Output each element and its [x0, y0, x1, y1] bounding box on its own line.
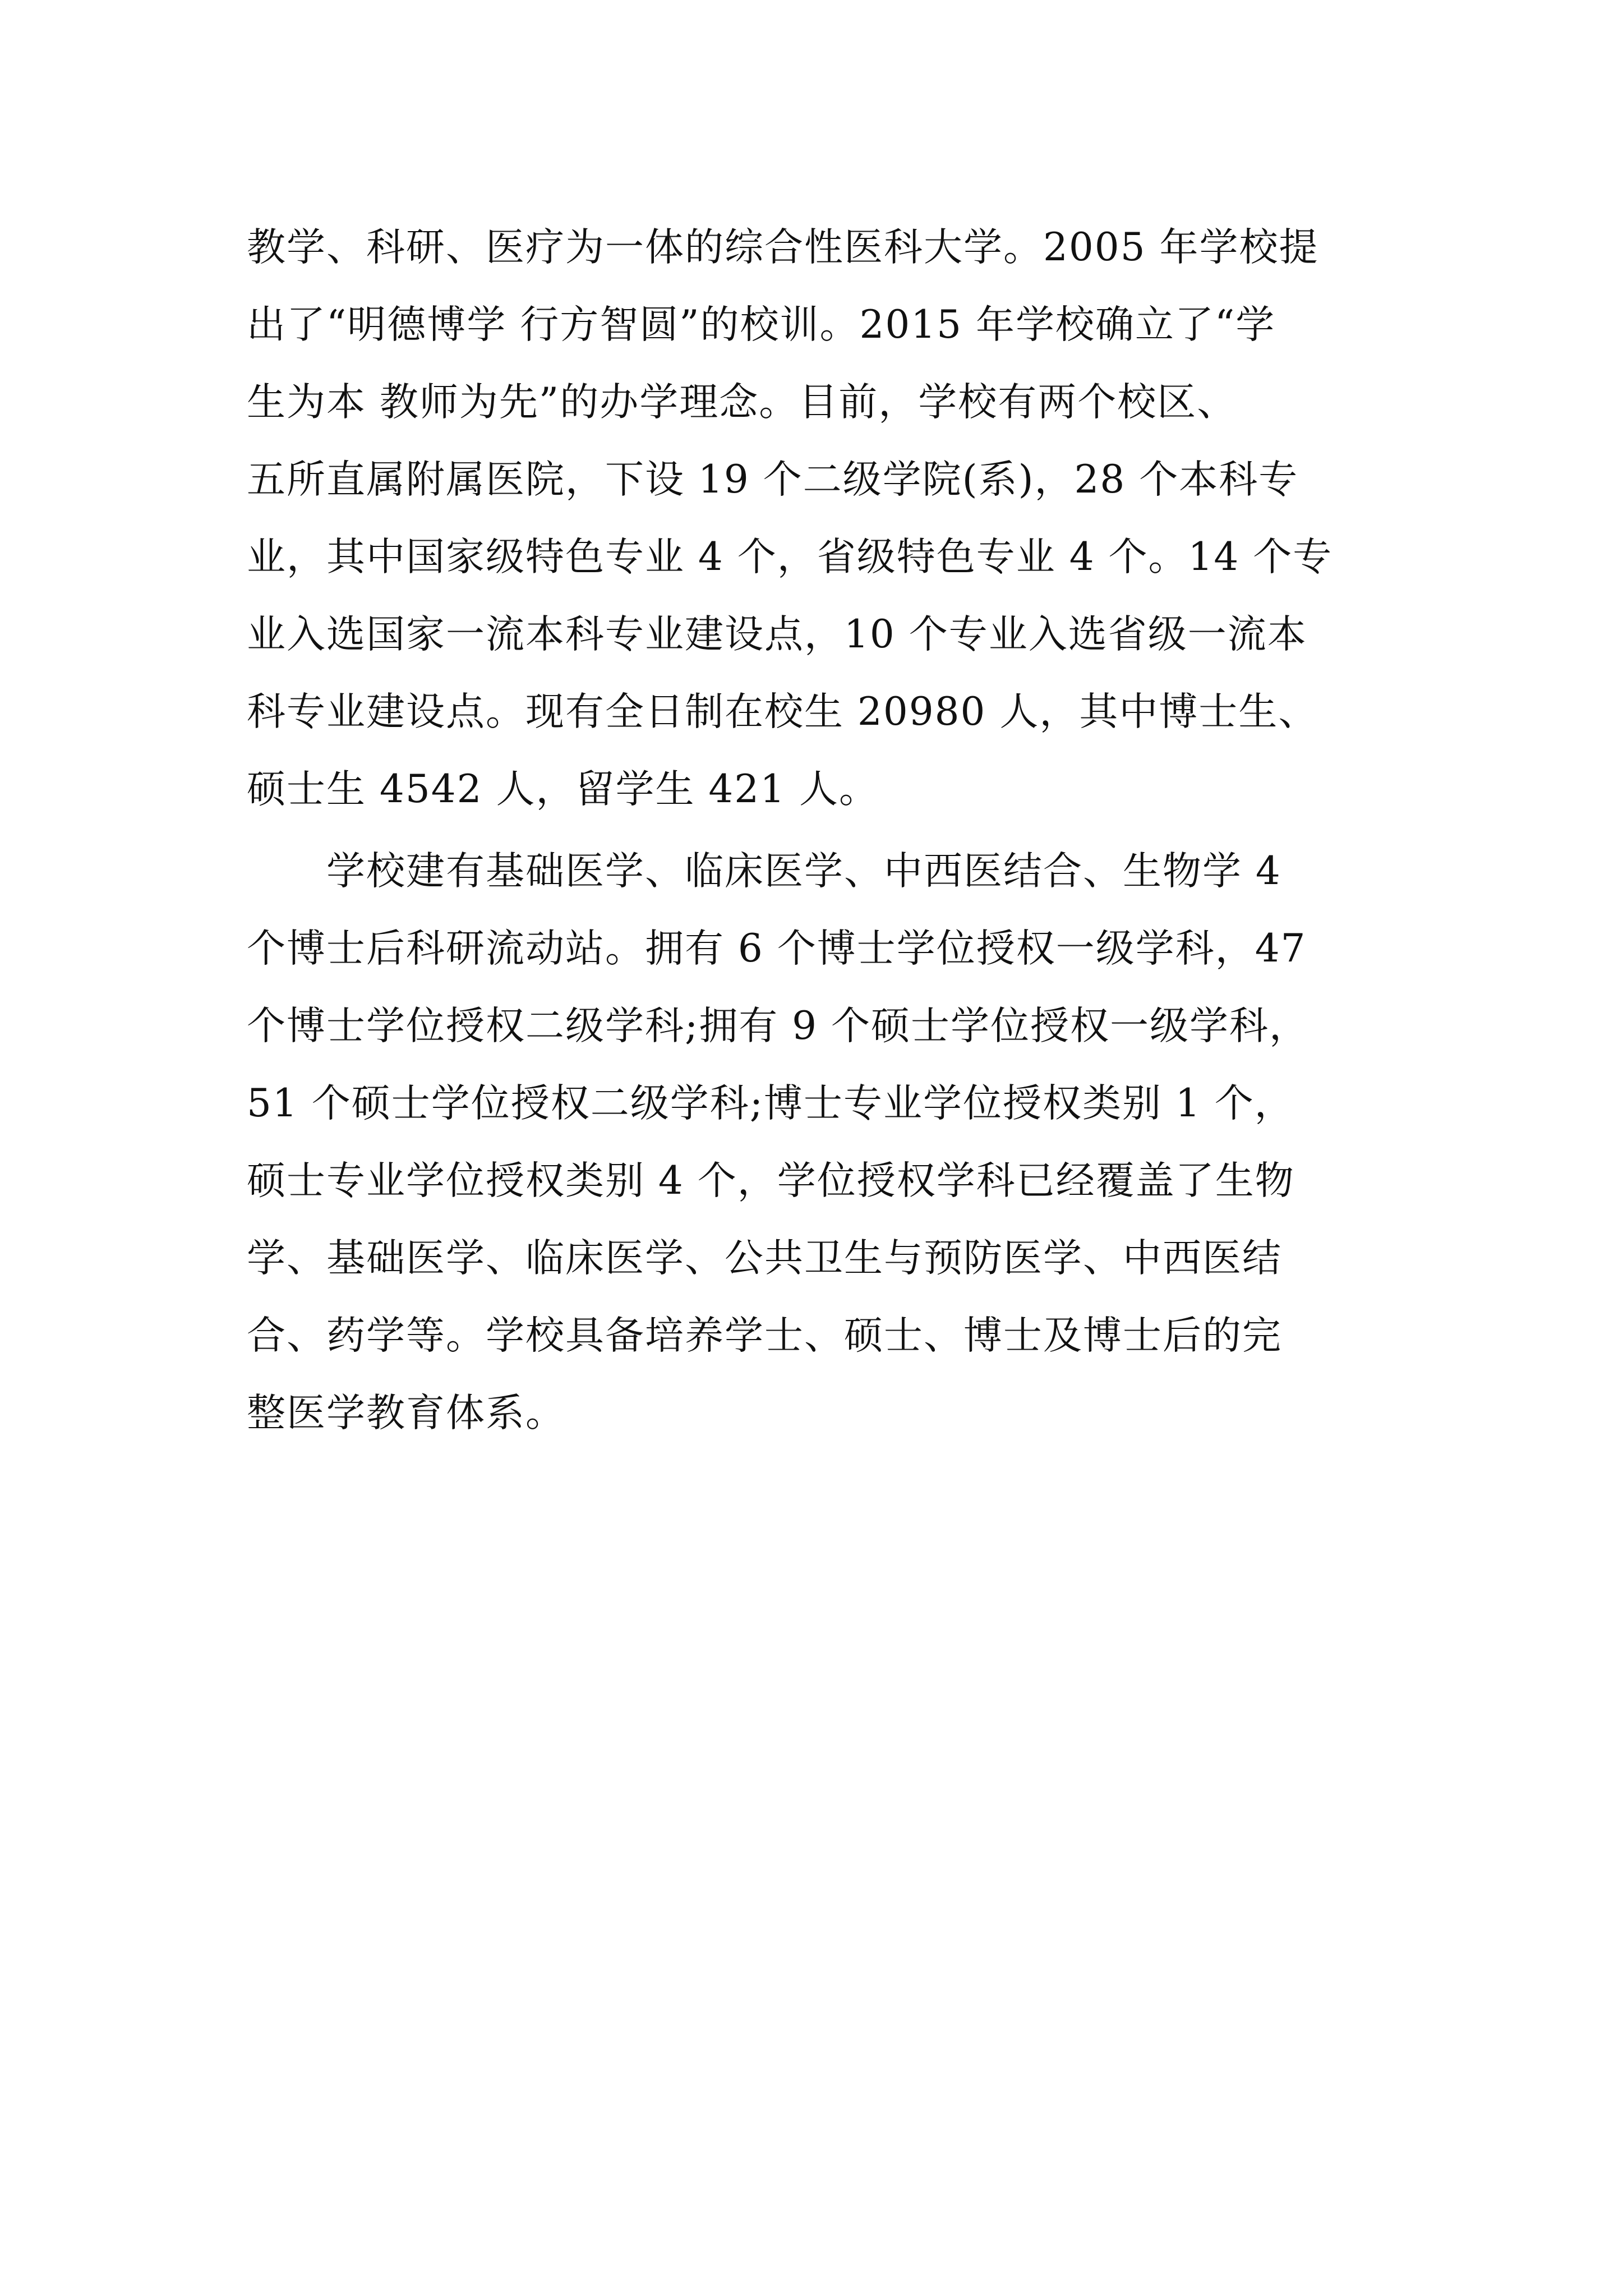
text-line: 教学、科研、医疗为一体的综合性医科大学。2005 年学校提	[247, 225, 1319, 270]
paragraph-gap	[247, 828, 1413, 832]
text-line: 学、基础医学、临床医学、公共卫生与预防医学、中西医结	[247, 1236, 1282, 1281]
text-line: 五所直属附属医院，下设 19 个二级学院(系)，28 个本科专	[247, 457, 1299, 502]
text-line: 硕士生 4542 人，留学生 421 人。	[247, 767, 879, 812]
text-line: 生为本 教师为先”的办学理念。目前，学校有两个校区、	[247, 380, 1237, 425]
text-line: 学校建有基础医学、临床医学、中西医结合、生物学 4	[247, 849, 1281, 894]
text-line: 51 个硕士学位授权二级学科;博士专业学位授权类别 1 个，	[247, 1081, 1294, 1126]
text-line: 合、药学等。学校具备培养学士、硕士、博士及博士后的完	[247, 1313, 1282, 1358]
text-line: 科专业建设点。现有全日制在校生 20980 人，其中博士生、	[247, 689, 1318, 734]
text-line: 个博士后科研流动站。拥有 6 个博士学位授权一级学科，47	[247, 926, 1307, 971]
text-line: 业入选国家一流本科专业建设点，10 个专业入选省级一流本	[247, 612, 1307, 657]
text-line: 个博士学位授权二级学科;拥有 9 个硕士学位授权一级学科，	[247, 1004, 1310, 1048]
text-line: 出了“明德博学 行方智圆”的校训。2015 年学校确立了“学	[247, 302, 1276, 347]
text-line: 整医学教育体系。	[247, 1391, 565, 1435]
text-line: 硕士专业学位授权类别 4 个，学位授权学科已经覆盖了生物	[247, 1158, 1295, 1203]
body-text	[247, 209, 1413, 1452]
paragraph-1	[247, 209, 1413, 828]
text-line: 业，其中国家级特色专业 4 个，省级特色专业 4 个。14 个专	[247, 535, 1333, 579]
paragraph-2	[247, 832, 1413, 1452]
